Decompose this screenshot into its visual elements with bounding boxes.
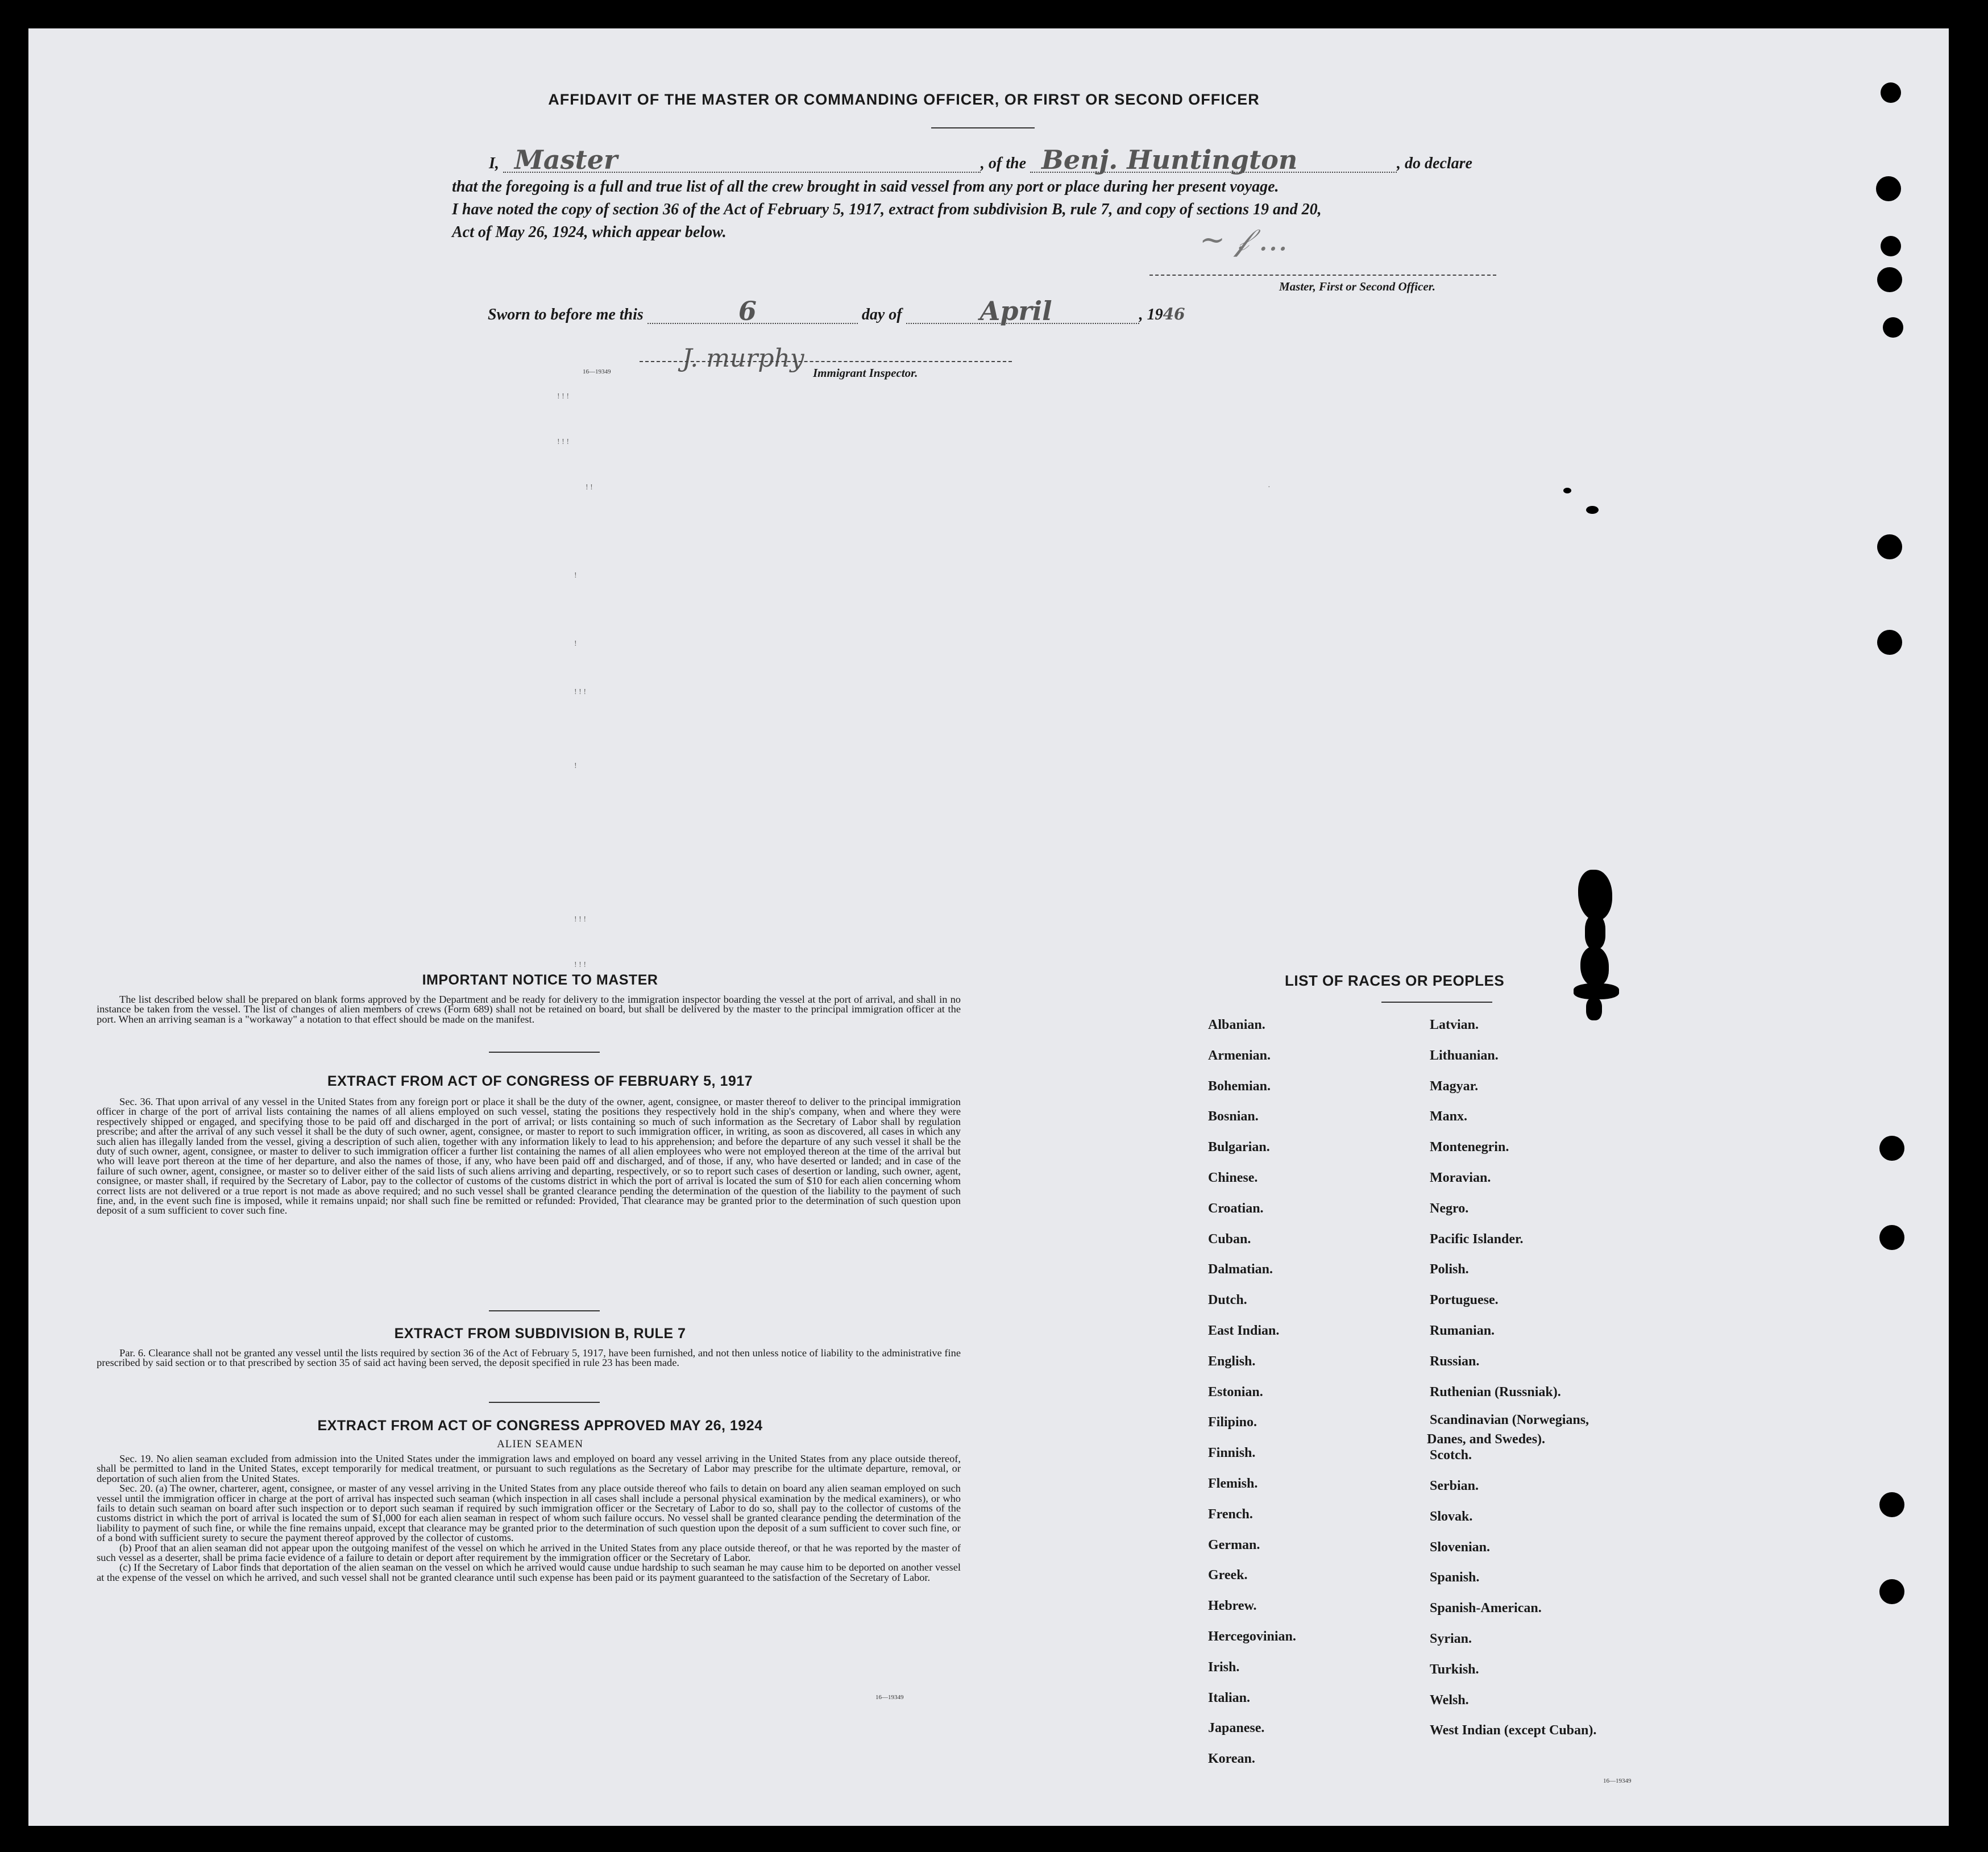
punch-hole (1877, 267, 1902, 292)
race-item: Rumanian. (1430, 1323, 1495, 1338)
extract-1917-text: Sec. 36. That upon arrival of any vessel in the United States from any foreign port or place it shall be the duty of the owner, agent, consignee, or master thereof to deliver to the principal immigration officer in charge of the port of arrival lists containing the names of all aliens employed on such vessel, stating the positions they respectively hold in the ship's company, when and where they were respectively shipped or engaged, and specifying those to be paid off and discharged in the port of arrival; or lists containing so much of such information as the Secretary of Labor shall by regulation prescribe; and after the arrival of any such vessel it shall be the duty of such owner, agent, consignee, or master to report to such immigration officer, in writing, as soon as discovered, all cases in which any such alien has illegally landed from the vessel, giving a description of such alien, together with any information likely to lead to his apprehension; and before the departure of any such vessel it shall be the duty of such owner, agent, consignee, or master to deliver to such immigration officer a further list containing the names of all alien employees who were not employed thereon at the time of the arrival but who will leave port thereon at the time of her departure, and also the names of those, if any, who have been paid off and discharged, and of those, if any, who have deserted or landed; and in case of the failure of such owner, agent, consignee, or master so to deliver either of the said lists of such aliens arriving and departing, respectively, or so to report such cases of desertion or landing, such owner, agent, consignee, or master shall, if required by the Secretary of Labor, pay to the collector of customs of the customs district in which the port of arrival is located the sum of $10 for each alien concerning whom correct lists are not delivered or a true report is not made as above required; and no such vessel shall be granted clearance pending the determination of the question of the liability to the payment of such fine, and, in the event such fine is imposed, while it remains unpaid; nor shall such fine be remitted or refunded: Provided, That clearance may be granted prior to the determination of such question upon deposit of a sum sufficient to cover such fine. (97, 1096, 961, 1216)
master-signature: ~ 𝒻 ... (1200, 222, 1288, 258)
race-item: Bohemian. (1208, 1078, 1271, 1094)
race-item: Spanish-American. (1430, 1601, 1542, 1616)
ink-spot (1586, 506, 1599, 514)
race-item: Scandinavian (Norwegians, (1430, 1413, 1589, 1428)
race-item: French. (1208, 1506, 1253, 1522)
race-item: Russian. (1430, 1353, 1480, 1369)
sec-20a-text: Sec. 20. (a) The owner, charterer, agent, consignee, or master of any vessel arriving in the United States from any place outside thereof who fails to detain on board any alien seaman employed on such vessel until the immigration officer in charge at the port of arrival has inspected such seaman (which inspection in all cases shall include a personal physical examination by the medical examiners), or who fails to detain such seaman on board after such inspection or to deport such seaman if required by such immigration officer or the Secretary of Labor to do so, shall pay to the collector of customs of the customs district in which the port of arrival is located the sum of $1,000 for each alien seaman in respect of whom such failure occurs. No vessel shall be granted clearance pending the determination of the liability to payment of such fine, or while the fine remains unpaid, except that clearance may be granted prior to the determination of such question upon the deposit of a sum sufficient to cover such fine, or of a bond with sufficient surety to secure the payment thereof approved by the collector of customs. (97, 1483, 961, 1544)
margin-mark: ! (574, 571, 577, 580)
punch-hole (1881, 82, 1901, 103)
sworn-day-handwriting: 6 (738, 296, 757, 326)
race-item: Cuban. (1208, 1231, 1251, 1247)
race-item: Ruthenian (Russniak). (1430, 1384, 1561, 1400)
ink-blot (1586, 998, 1602, 1020)
race-item: German. (1208, 1537, 1260, 1552)
sworn-line (488, 296, 1185, 326)
race-item: Estonian. (1208, 1384, 1263, 1400)
sworn-day-field (648, 296, 858, 326)
notice-text: The list described below shall be prepared on blank forms approved by the Department and be ready for delivery to the immigration inspector boarding the vessel at the port of arrival, and shall in no instance be taken from the vessel. The list of changes of alien members of crews (Form 689) shall not be retained on board, but shall be delivered by the master to the principal immigration officer at the port. When an arriving seaman is a "workaway" a notation to that effect should be made on the manifest. (97, 994, 961, 1025)
inspector-line (640, 361, 1012, 362)
race-item: Magyar. (1430, 1078, 1479, 1094)
notice-divider (489, 1052, 600, 1053)
race-item: Manx. (1430, 1109, 1467, 1124)
punch-hole (1879, 1492, 1904, 1517)
ink-blot (1578, 870, 1612, 921)
extract-1924-heading: EXTRACT FROM ACT OF CONGRESS APPROVED MAY 26, 1924 (317, 1418, 763, 1434)
ink-blot (1574, 983, 1619, 999)
day-of-label: day of (861, 306, 902, 323)
races-heading: LIST OF RACES OR PEOPLES (1285, 972, 1505, 989)
race-item: Finnish. (1208, 1446, 1256, 1461)
race-item: Latvian. (1430, 1018, 1479, 1032)
signature-line (1149, 275, 1496, 276)
ink-blot (1580, 946, 1609, 986)
margin-mark: ! ! ! (574, 688, 586, 696)
race-item: Dalmatian. (1208, 1262, 1273, 1277)
race-item: Bulgarian. (1208, 1140, 1270, 1155)
sworn-month-handwriting: April (980, 296, 1052, 326)
margin-mark: ! ! ! (574, 961, 586, 969)
race-item: Pacific Islander. (1430, 1231, 1524, 1247)
race-item: Syrian. (1430, 1631, 1472, 1646)
race-item: East Indian. (1208, 1323, 1280, 1338)
inspector-signature: J. murphy (682, 344, 804, 373)
master-name-handwriting: Master (514, 144, 618, 175)
race-item: Hebrew. (1208, 1598, 1257, 1614)
affidavit-line-3: I have noted the copy of section 36 of the Act of February 5, 1917, extract from subdivision B, rule 7, and copy of sections 19 and 20, (452, 201, 1322, 218)
margin-mark: ! ! ! (557, 438, 569, 446)
race-item: Japanese. (1208, 1721, 1265, 1736)
race-item: Greek. (1208, 1568, 1248, 1583)
race-item: Filipino. (1208, 1415, 1257, 1430)
sec-20b-text: (b) Proof that an alien seaman did not appear upon the outgoing manifest of the vessel on which he arrived in the United States from any place outside thereof, or that he was reported by the master of such vessel as a deserter, shall be prima facie evidence of a failure to detain or deport after requirement by the immigration officer or the Secretary of Labor. (97, 1542, 961, 1564)
race-item: Scotch. (1430, 1448, 1472, 1463)
race-item: Spanish. (1430, 1570, 1480, 1585)
year-handwriting: 46 (1163, 305, 1185, 323)
punch-hole (1883, 317, 1903, 338)
ink-blot (1585, 915, 1605, 949)
race-item: Chinese. (1208, 1170, 1258, 1185)
punch-hole (1881, 236, 1901, 256)
affidavit-line-4: Act of May 26, 1924, which appear below. (452, 223, 727, 241)
master-name-field (503, 144, 981, 175)
rule7-text: Par. 6. Clearance shall not be granted any vessel until the lists required by section 36 of the Act of February 5, 1917, have been furnished, and not then unless notice of liability to the administrative fine prescribed by said section or to that prescribed by section 35 of said act having been served, the deposit specified in rule 23 has been made. (97, 1347, 961, 1369)
alien-seamen-subheading: ALIEN SEAMEN (497, 1438, 583, 1450)
document-page (28, 28, 1949, 1826)
race-item: Slovak. (1430, 1509, 1473, 1524)
punch-hole (1879, 1579, 1904, 1604)
race-item: Armenian. (1208, 1048, 1271, 1063)
race-item: Portuguese. (1430, 1293, 1499, 1308)
sec-19-text: Sec. 19. No alien seaman excluded from admission into the United States under the immigration laws and employed on board any vessel arriving in the United States from any place outside thereof, shall be permitted to land in the United States, except temporarily for medical treatment, or pursuant to such regulations as the Secretary of Labor may prescribe for the ultimate departure, removal, or deportation of such alien from the United States. (97, 1453, 961, 1484)
sec-20c-text: (c) If the Secretary of Labor finds that deportation of the alien seaman on the vessel on which he arrived would cause undue hardship to such seaman he may cause him to be deported on another vessel at the expense of the vessel on which he arrived, and such vessel shall not be granted clearance until such expense has been paid or its payment guaranteed to the satisfaction of the Secretary of Labor. (97, 1562, 961, 1583)
affidavit-prefix: I, (489, 155, 499, 172)
race-item: Turkish. (1430, 1662, 1479, 1677)
extract-1917-heading: EXTRACT FROM ACT OF CONGRESS OF FEBRUARY 5, 1917 (327, 1073, 753, 1089)
race-item: Montenegrin. (1430, 1140, 1509, 1155)
race-item: Irish. (1208, 1659, 1240, 1675)
affidavit-line-2: that the foregoing is a full and true list of all the crew brought in said vessel from any port or place during her present voyage. (452, 178, 1279, 196)
sworn-prefix: Sworn to before me this (488, 306, 644, 323)
title-divider (931, 127, 1035, 128)
margin-mark: ! ! (586, 483, 593, 492)
race-item: Welsh. (1430, 1692, 1469, 1708)
race-item: Bosnian. (1208, 1109, 1259, 1124)
sworn-month-field (906, 296, 1139, 326)
notice-heading: IMPORTANT NOTICE TO MASTER (422, 972, 658, 988)
punch-hole (1879, 1136, 1904, 1161)
race-item: Croatian. (1208, 1201, 1264, 1216)
punch-hole (1876, 176, 1901, 201)
margin-mark: ! (574, 762, 577, 770)
race-item: Polish. (1430, 1262, 1469, 1277)
year-prefix: , 19 (1139, 306, 1163, 323)
race-item: Slovenian. (1430, 1539, 1491, 1555)
race-item: Lithuanian. (1430, 1048, 1499, 1063)
declare-label: , do declare (1397, 155, 1472, 172)
race-item: Italian. (1208, 1690, 1251, 1705)
margin-mark: ! (574, 640, 577, 648)
punch-hole (1877, 630, 1902, 655)
race-item: Danes, and Swedes). (1427, 1432, 1546, 1447)
margin-mark: ! ! ! (574, 915, 586, 924)
race-item: Serbian. (1430, 1479, 1479, 1493)
punch-hole (1879, 1225, 1904, 1250)
races-divider (1381, 1002, 1492, 1003)
race-item: Flemish. (1208, 1476, 1258, 1491)
rule7-divider (489, 1402, 600, 1403)
race-item: Dutch. (1208, 1293, 1247, 1308)
signer-caption: Master, First or Second Officer. (1279, 280, 1435, 293)
form-number-top: 16—19349 (583, 368, 611, 375)
form-number-notice: 16—19349 (875, 1694, 904, 1701)
punch-hole (1877, 534, 1902, 559)
race-item: Negro. (1430, 1201, 1469, 1216)
race-item: West Indian (except Cuban). (1430, 1723, 1597, 1738)
race-item: Korean. (1208, 1751, 1255, 1767)
affidavit-line-1 (489, 144, 1472, 175)
rule7-heading: EXTRACT FROM SUBDIVISION B, RULE 7 (394, 1326, 686, 1342)
page-title: AFFIDAVIT OF THE MASTER OR COMMANDING OFFICER, OR FIRST OR SECOND OFFICER (548, 91, 1260, 108)
margin-mark: · (1268, 483, 1271, 492)
form-number-races: 16—19349 (1603, 1778, 1632, 1784)
extract-1924-body (97, 1454, 961, 1583)
of-the-label: , of the (980, 155, 1027, 172)
extract-1917-divider (489, 1310, 600, 1311)
margin-mark: ! ! ! (557, 392, 569, 401)
inspector-caption: Immigrant Inspector. (813, 366, 918, 380)
race-item: Moravian. (1430, 1170, 1491, 1185)
vessel-name-handwriting: Benj. Huntington (1041, 144, 1298, 175)
vessel-name-field (1030, 144, 1397, 175)
ink-spot (1563, 488, 1571, 493)
race-item: English. (1208, 1353, 1256, 1369)
race-item: Hercegovinian. (1208, 1629, 1296, 1644)
race-item: Albanian. (1208, 1018, 1265, 1032)
